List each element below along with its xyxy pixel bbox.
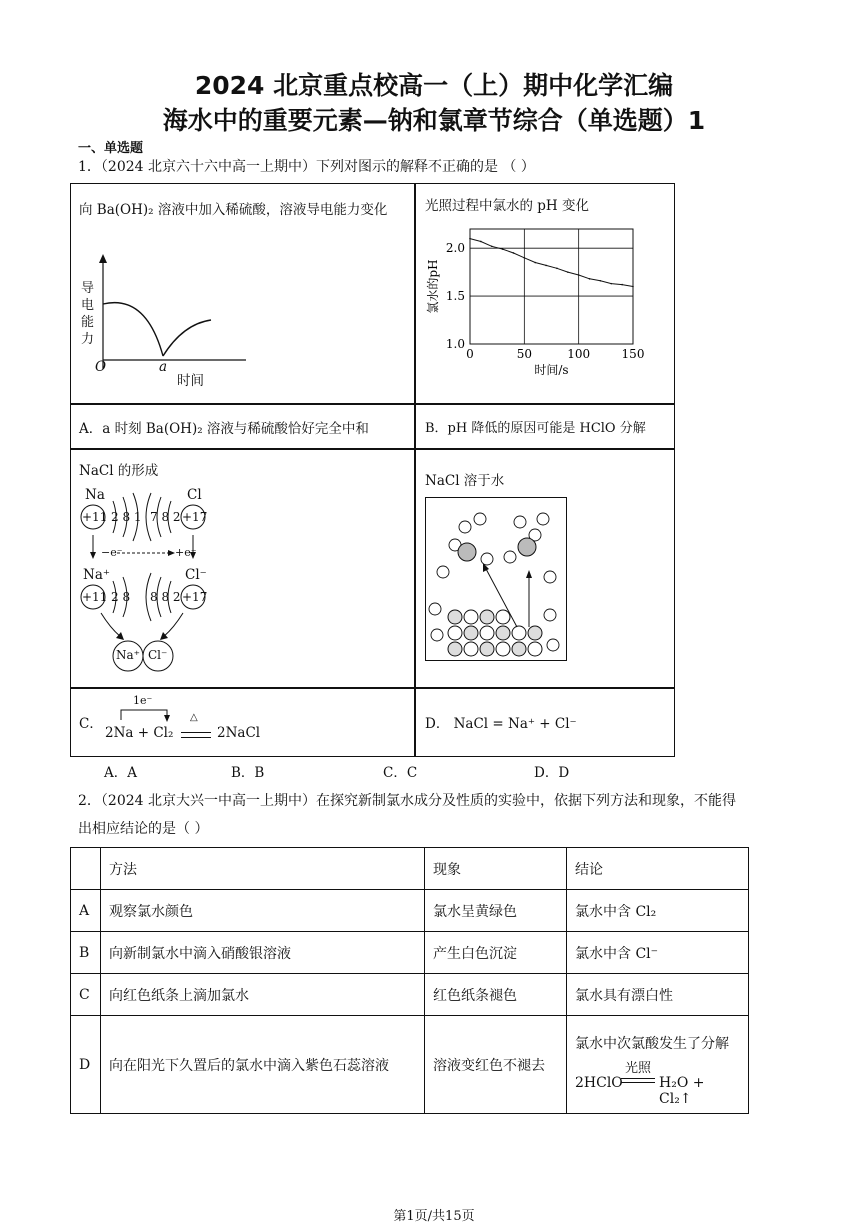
row-label: A: [71, 890, 101, 932]
electron-gain-label: +e⁻: [175, 546, 197, 559]
equation-condition: 光照: [625, 1060, 652, 1076]
option-d-text: D． NaCl = Na⁺ + Cl⁻: [425, 716, 577, 732]
ph-data-point: [600, 280, 602, 282]
phenomenon-cell: 红色纸条褪色: [425, 974, 567, 1016]
cl-shells: 7 8 2: [150, 510, 181, 524]
ph-data-point: [534, 262, 536, 264]
cl-nucleus: +17: [182, 510, 208, 524]
cl-ion-shells: 8 8 2: [150, 590, 181, 604]
cl-ion-nucleus: +17: [182, 590, 208, 604]
x-tick-label: 50: [516, 347, 532, 361]
na-nucleus: +11: [82, 510, 108, 524]
ylabel-char: 能: [81, 315, 95, 330]
ph-data-point: [589, 278, 591, 280]
ph-data-point: [621, 284, 623, 286]
ph-data-point: [556, 267, 558, 269]
method-cell: 观察氯水颜色: [101, 890, 425, 932]
ph-series-line: [470, 239, 633, 287]
choice-c[interactable]: C．C: [383, 765, 418, 781]
table-header-cell: 现象: [425, 848, 567, 890]
method-cell: 向新制氯水中滴入硝酸银溶液: [101, 932, 425, 974]
option-a-text: A．a 时刻 Ba(OH)₂ 溶液与稀硫酸恰好完全中和: [79, 421, 369, 437]
ph-data-point: [480, 241, 482, 243]
choice-b[interactable]: B．B: [231, 765, 265, 781]
na-ion-label: Na⁺: [83, 567, 110, 583]
electron-loss-label: −e⁻: [101, 546, 123, 559]
x-axis-label: 时间/s: [534, 363, 569, 377]
table-header-cell: 方法: [101, 848, 425, 890]
plot-frame: [470, 229, 633, 344]
na-ion-shells: 2 8: [111, 590, 131, 604]
section-heading: 一、单选题: [78, 141, 144, 156]
document-title: 2024 北京重点校高一（上）期中化学汇编: [194, 71, 674, 100]
conductivity-graph: [71, 254, 271, 404]
ph-data-point: [545, 265, 547, 267]
choice-a[interactable]: A．A: [104, 765, 137, 781]
row-label: D: [71, 1016, 101, 1114]
equation-sign: [621, 1078, 655, 1083]
conclusion-cell: 氯水中含 Cl⁻: [567, 932, 749, 974]
ph-data-point: [469, 238, 471, 240]
option-c-reactants: 2Na + Cl₂: [105, 725, 174, 741]
conclusion-text: 氯水中次氯酸发生了分解: [575, 1035, 729, 1052]
conclusion-cell: 氯水具有漂白性: [567, 974, 749, 1016]
cell-a-time-a: a: [159, 359, 168, 375]
method-cell: 向红色纸条上滴加氯水: [101, 974, 425, 1016]
conclusion-cell: 氯水中含 Cl₂: [567, 890, 749, 932]
x-tick-label: 150: [621, 347, 645, 361]
ylabel-char: 力: [81, 332, 95, 347]
conclusion-cell-d: [567, 1016, 749, 1114]
table-row: [71, 890, 749, 932]
question-2-stem-line2: 出相应结论的是（ ）: [78, 821, 209, 837]
method-cell: 向在阳光下久置后的氯水中滴入紫色石蕊溶液: [101, 1016, 425, 1114]
na-atom-label: Na: [85, 487, 105, 503]
choice-d[interactable]: D．D: [534, 765, 570, 781]
ph-data-point: [502, 248, 504, 250]
electron-count: 1e⁻: [133, 694, 153, 707]
q1-option-c-cell: [70, 687, 416, 757]
q1-option-b-cell: [414, 403, 675, 450]
table-header-cell: [71, 848, 101, 890]
cell-a-origin: O: [95, 359, 107, 375]
ph-data-point: [513, 252, 515, 254]
q1-cell-d-figure: [414, 448, 675, 689]
option-c-product: 2NaCl: [217, 725, 261, 741]
q1-cell-b-figure: [414, 183, 675, 405]
experiment-table: [70, 847, 749, 1114]
phenomenon-cell: 产生白色沉淀: [425, 932, 567, 974]
ylabel-char: 电: [81, 298, 95, 313]
ph-data-point: [610, 283, 612, 285]
document-subtitle: 海水中的重要元素—钠和氯章节综合（单选题）1: [162, 106, 706, 135]
option-b-text: B．pH 降低的原因可能是 HClO 分解: [425, 421, 646, 436]
q1-option-d-cell: [414, 687, 675, 757]
na-ion-nucleus: +11: [82, 590, 108, 604]
ph-data-point: [632, 286, 634, 288]
cell-d-header: NaCl 溶于水: [425, 473, 505, 489]
na-ion-bubble: Na⁺: [116, 648, 140, 662]
nacl-dissolution-diagram: [425, 497, 567, 662]
ph-data-point: [491, 245, 493, 247]
ph-data-point: [524, 257, 526, 259]
cell-a-ylabel: [81, 280, 97, 348]
hclo-equation: [575, 1053, 740, 1107]
phenomenon-cell: 氯水呈黄绿色: [425, 890, 567, 932]
ph-data-point: [567, 271, 569, 273]
equation-rhs: H₂O + Cl₂↑: [659, 1074, 705, 1107]
option-c-label: C．: [79, 716, 103, 732]
heat-condition: △: [190, 712, 198, 723]
cl-atom-label: Cl: [187, 487, 202, 503]
cl-ion-bubble: Cl⁻: [148, 648, 168, 662]
equation-lhs: 2HClO: [575, 1074, 623, 1091]
table-row: [71, 932, 749, 974]
ph-chart: [415, 219, 665, 399]
y-tick-label: 1.0: [445, 337, 465, 351]
phenomenon-cell: 溶液变红色不褪去: [425, 1016, 567, 1114]
y-tick-label: 2.0: [445, 241, 465, 256]
cell-a-header: 向 Ba(OH)₂ 溶液中加入稀硫酸，溶液导电能力变化: [79, 202, 388, 218]
ph-data-point: [578, 274, 580, 276]
y-axis-label: 氯水的pH: [426, 259, 440, 314]
equals-sign: [181, 732, 211, 738]
ylabel-char: 导: [81, 281, 95, 296]
cl-ion-label: Cl⁻: [185, 567, 207, 583]
row-label: C: [71, 974, 101, 1016]
question-1-stem: 1．（2024 北京六十六中高一上期中）下列对图示的解释不正确的是 （ ）: [78, 159, 535, 175]
q1-cell-a-figure: [70, 183, 416, 405]
cell-c-header: NaCl 的形成: [79, 463, 159, 479]
table-row: [71, 974, 749, 1016]
question-2-stem-line1: 2．（2024 北京大兴一中高一上期中）在探究新制氯水成分及性质的实验中，依据下列方法和现象，不能得: [78, 793, 736, 809]
table-header-cell: 结论: [567, 848, 749, 890]
q1-cell-c-figure: [70, 448, 416, 689]
na-shells: 2 8 1: [111, 510, 142, 524]
page-footer: 第1页/共15页: [393, 1209, 475, 1224]
table-row: [71, 1016, 749, 1114]
table-header-row: [71, 848, 749, 890]
q1-option-a-cell: [70, 403, 416, 450]
cell-a-xlabel: 时间: [177, 373, 204, 389]
x-tick-label: 0: [466, 347, 474, 361]
y-tick-label: 1.5: [445, 289, 465, 304]
x-tick-label: 100: [567, 347, 591, 361]
row-label: B: [71, 932, 101, 974]
cell-b-header: 光照过程中氯水的 pH 变化: [425, 198, 589, 214]
